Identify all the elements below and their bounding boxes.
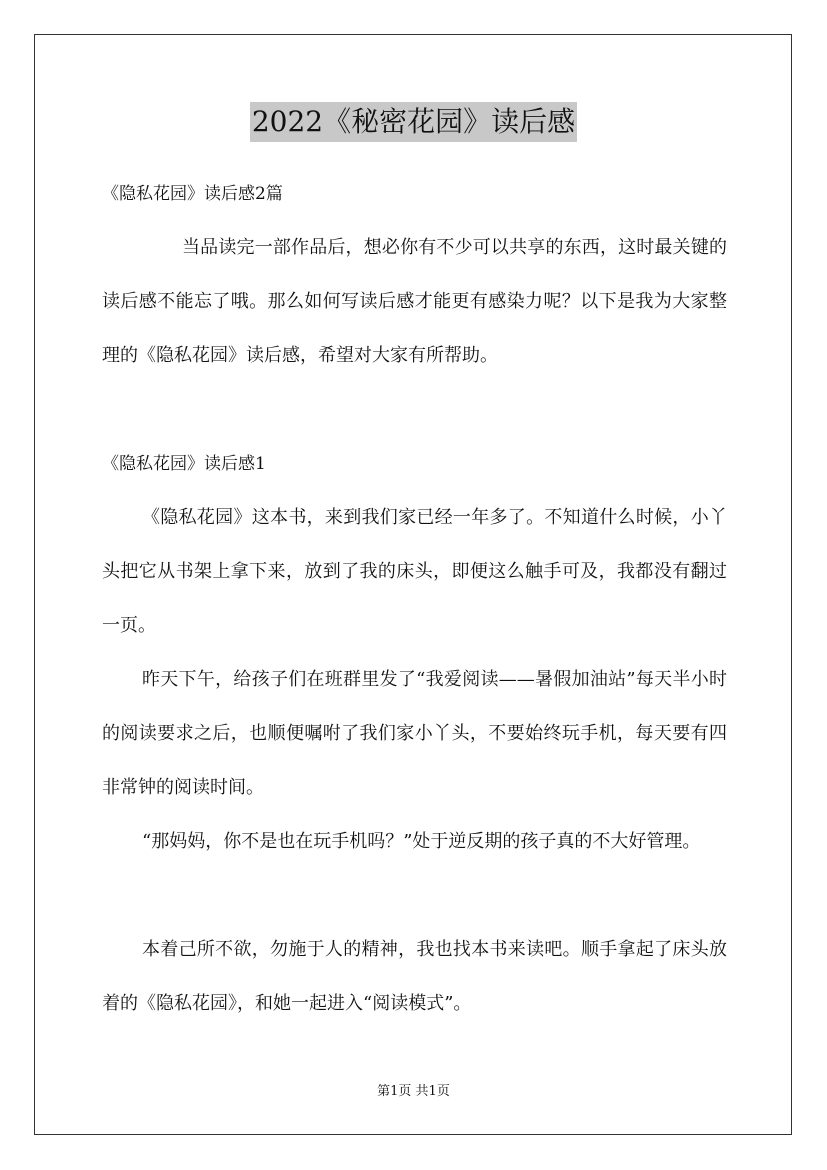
document-title: 2022《秘密花园》读后感 — [250, 102, 577, 142]
subtitle: 《隐私花园》读后感2篇 — [102, 184, 283, 204]
section-heading: 《隐私花园》读后感1 — [102, 454, 266, 474]
body-paragraph: 本着己所不欲，勿施于人的精神，我也找本书来读吧。顺手拿起了床头放着的《隐私花园》，和她一起进入“阅读模式”。 — [102, 939, 727, 1014]
page-footer: 第1页 共1页 — [377, 1084, 450, 1099]
body-paragraph: 《隐私花园》这本书，来到我们家已经一年多了。不知道什么时候，小丫头把它从书架上拿下来，放到了我的床头，即便这么触手可及，我都没有翻过一页。 — [102, 507, 727, 636]
title-container — [0, 102, 827, 142]
intro-paragraph: 当品读完一部作品后，想必你有不少可以共享的东西，这时最关键的读后感不能忘了哦。那么如何写读后感才能更有感染力呢？以下是我为大家整理的《隐私花园》读后感，希望对大家有所帮助。 — [102, 237, 727, 366]
body-paragraph: “那妈妈，你不是也在玩手机吗？”处于逆反期的孩子真的不大好管理。 — [142, 831, 701, 852]
body-paragraph: 昨天下午，给孩子们在班群里发了“我爱阅读——暑假加油站”每天半小时的阅读要求之后，也顺便嘱咐了我们家小丫头，不要始终玩手机，每天要有四非常钟的阅读时间。 — [102, 669, 727, 798]
